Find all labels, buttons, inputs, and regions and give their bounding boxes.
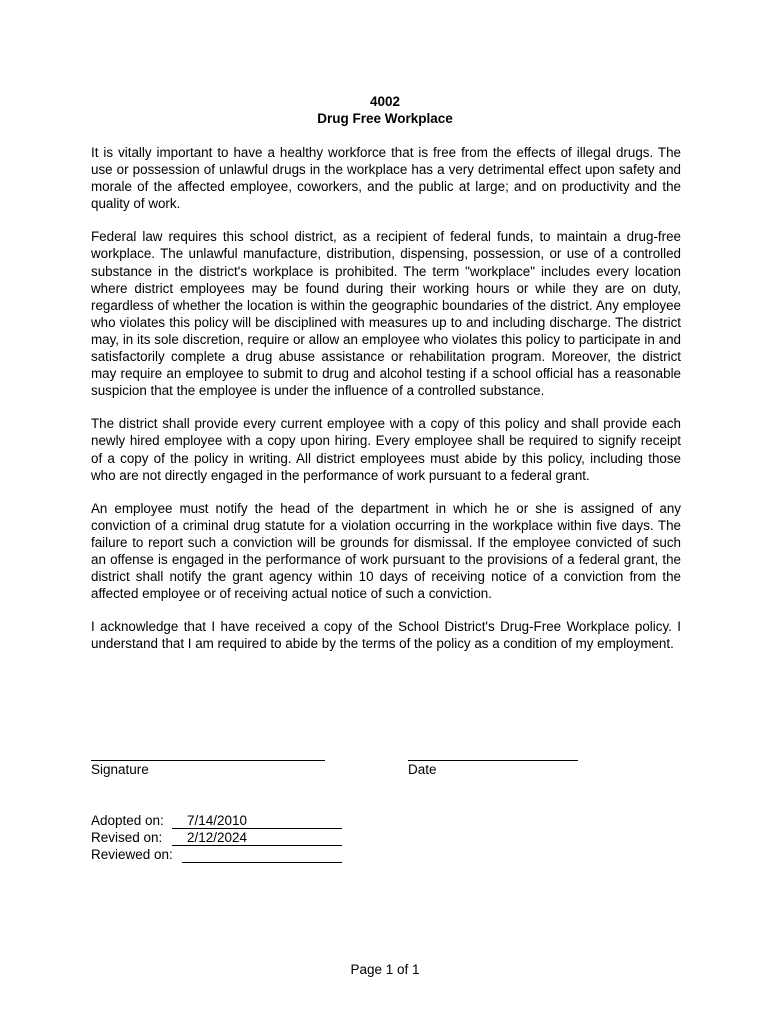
paragraph-federal-law: Federal law requires this school district, as a recipient of federal funds, to maintain a drug-free workplace. The unlawful manufacture, distribution, dispensing, possession, or use of a controlled substance in the district's workplace is prohibited. The term "workplace" includes every location where district employees may be found during their working hours or while they are on duty, regardless of whether the location is within the geographic boundaries of the district. Any employee who violates this policy will be disciplined with measures up to and including discharge. The district may, in its sole discretion, require or allow an employee who violates this policy to participate in and satisfactorily complete a drug abuse assistance or rehabilitation program. Moreover, the district may require an employee to submit to drug and alcohol testing if a school official has a reasonable suspicion that the employee is under the influence of a controlled substance.: [91, 229, 681, 399]
reviewed-label: Reviewed on:: [91, 847, 173, 862]
policy-body: [91, 144, 681, 668]
revised-date: 2/12/2024: [187, 830, 248, 845]
paragraph-purpose: It is vitally important to have a healthy workforce that is free from the effects of illegal drugs. The use or possession of unlawful drugs in the workplace has a very detrimental effect upon safety and morale of the affected employee, coworkers, and the public at large; and on productivity and the quality of work.: [91, 145, 681, 212]
paragraph-acknowledgement: I acknowledge that I have received a copy of the School District's Drug-Free Workplace policy. I understand that I am required to abide by the terms of the policy as a condition of my employment.: [91, 619, 681, 652]
adopted-date: 7/14/2010: [187, 813, 248, 828]
policy-number: 4002: [369, 94, 401, 109]
revised-label: Revised on:: [91, 830, 163, 845]
reviewed-field: [182, 847, 342, 863]
date-label: Date: [408, 762, 437, 777]
paragraph-notification: An employee must notify the head of the department in which he or she is assigned of any conviction of a criminal drug statute for a violation occurring in the workplace within five days. The failure to report such a conviction will be grounds for dismissal. If the employee convicted of such an offense is engaged in the performance of work pursuant to the provisions of a federal grant, the district shall notify the grant agency within 10 days of receiving notice of a conviction from the affected employee or of receiving actual notice of such a conviction.: [91, 500, 681, 602]
page-indicator: Page 1 of 1: [350, 962, 420, 977]
signature-label: Signature: [91, 762, 149, 777]
adopted-label: Adopted on:: [91, 813, 164, 828]
revised-field: [172, 830, 342, 846]
paragraph-distribution: The district shall provide every current employee with a copy of this policy and shall provide each newly hired employee with a copy upon hiring. Every employee shall be required to signify receipt of a copy of the policy in writing. All district employees must abide by this policy, including those who are not directly engaged in the performance of work pursuant to a federal grant.: [91, 416, 681, 483]
policy-title: Drug Free Workplace: [317, 111, 453, 126]
adopted-field: [172, 813, 342, 829]
